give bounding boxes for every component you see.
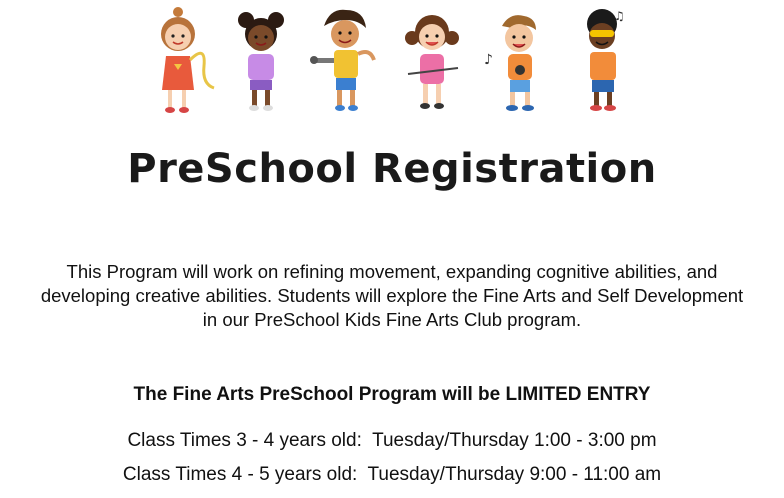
description-line: in our PreSchool Kids Fine Arts Club program. <box>202 309 582 330</box>
description-line: developing creative abilities. Students will explore the Fine Arts and Self Development <box>40 285 744 306</box>
page-title: PreSchool Registration <box>127 146 657 192</box>
children-illustration <box>140 4 640 116</box>
class-times <box>0 424 784 492</box>
singing-girl-icon <box>224 4 300 116</box>
class-time-schedule: Tuesday/Thursday 1:00 - 3:00 pm <box>372 430 657 451</box>
guitar-girl-icon <box>394 4 470 116</box>
class-time-schedule: Tuesday/Thursday 9:00 - 11:00 am <box>367 464 662 485</box>
description-line: This Program will work on refining movement, expanding cognitive abilities, and <box>66 261 718 282</box>
svg-text:♪: ♪ <box>484 52 493 68</box>
svg-text:♫: ♫ <box>614 9 625 23</box>
program-description <box>0 260 784 332</box>
microphone-boy-icon <box>306 4 382 116</box>
class-time-row <box>0 458 784 492</box>
dancer-girl-icon <box>144 4 220 116</box>
limited-entry-notice: The Fine Arts PreSchool Program will be LIMITED ENTRY <box>133 384 651 405</box>
class-time-label: Class Times 3 - 4 years old: <box>127 430 362 451</box>
glasses-boy-icon <box>564 4 640 116</box>
music-boy-icon <box>480 4 556 116</box>
class-time-label: Class Times 4 - 5 years old: <box>122 464 358 485</box>
class-time-row <box>0 424 784 458</box>
